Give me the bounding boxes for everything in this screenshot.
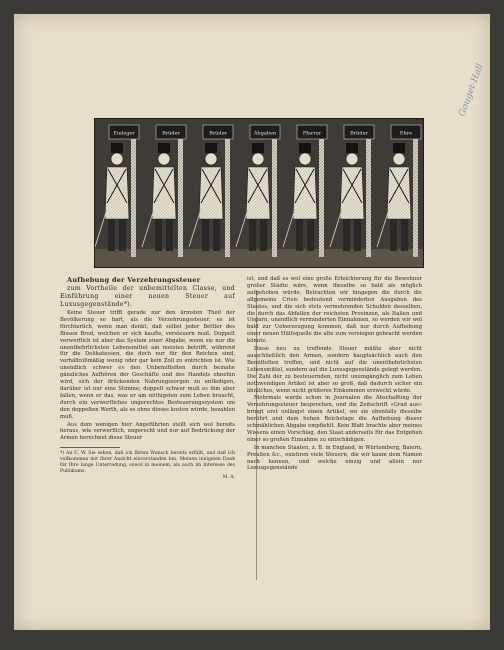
left-paragraph-2: Aus dem wenigen hier Angeführten stellt sich wol bereits heraus, wie verwerflich, ungerecht und nur auf Bedrückung der Armen berechnet diese Steuer	[60, 421, 235, 442]
footnote-rule	[60, 447, 120, 448]
woodcut-sign-text: Brüder	[162, 130, 180, 137]
woodcut-illustration	[94, 118, 424, 268]
right-paragraph-2: Diese neu zu treffende Steuer müßte aber nicht ausschließlich den Armen, sondern hauptsächlich auch den Bemittelten treffen, und nicht auf die unentbehrlichsten Lebensmittel, sondern auf die Luxusgegenstände gelegt werden. Die Zahl der zu besteuernden, nicht unumgänglich zum Leben nothwendigen Artikel ist aber so groß, daß dadurch sicher ein ähnliches, wenn nicht größeres Einkommen erzweckt würde.	[247, 346, 422, 394]
right-paragraph-1: ist, und daß es wol eine große Erleichterung für die Bewohner großer Städte wäre, wenn dieselbe so bald als möglich aufgehoben würde. Betrachten wir hingegen die durch die allgemeine Crisis bedeutend verminderten Ausgaben des Staates, und die sich stets vermehrenden Schulden desselben, die durch das Abfallen der reichsten Provinzen, als Italien und Ungarn, unendlich verminderten Einnahmen, so werden wir wol bald zur Ueberzeugung kommen, daß nur durch Aufhebung einer neuen Hülfsquelle die alte zum versiegen gebracht werden könnte.	[247, 276, 422, 345]
woodcut-sign-text: Brüder	[209, 130, 227, 137]
footnote-signature: M. A.	[222, 475, 235, 481]
left-paragraph-1: Keine Steuer trifft gerade nur den ärmsten Theil der Bevölkerung so hart, als die Verzehrungssteuer; es ist fürchterlich, wenn man denkt, daß selbst jeder Bettler des Bissen Brod, welchen er sich kaufte, versteuern muß. Doppelt verwerflich ist aber das System einer Abgabe, wenn sie nur die unentbehrlichsten Lebensmittel am meisten betrifft, während für die Delikatessen, die doch nur für den Reichen sind, verhältnißmäßig wenig oder gar kein Zoll zu entrichten ist. Wie unendlich schwer es den Unbemittelten durch beinahe gänzliches Aufhören der Geschäfte und des Handels ohnehin wird, sich der drückenden Nahrungssorgen zu entledigen, darüber ist nur eine Stimme; doppelt schwer muß es ihm aber fallen, wenn er das, was er am nöthigsten zum Leben braucht, durch ein verwerfliches ungerechtes Besteuerungssystem um den doppelten Werth, als es ohne dieses kosten würde, bezahlen muß.	[60, 310, 235, 420]
left-column	[60, 276, 235, 482]
woodcut-sign-text: Einleger	[113, 130, 135, 137]
article-title: Aufhebung der Verzehrungssteuer	[67, 276, 201, 284]
woodcut-sign-text: Pfarrer	[302, 130, 322, 137]
footnote	[60, 451, 235, 481]
right-column	[247, 276, 422, 473]
woodcut-sign-text: Abgaben	[253, 130, 277, 137]
right-paragraph-4: In manchen Staaten, z. B. in England, in Würtemberg, Baiern, Preußen &c., existiren viele Steuern, die wir kaum dem Namen nach kennen, und welche einzig und allein nur Luxusgegenstände	[247, 444, 422, 472]
woodcut-sign-text: Ehre	[399, 130, 413, 137]
footnote-text: *) An C. W. Sie sehen, daß ich Ihrem Wunsch bereits erfüllt, und daß ich vollkommen mit Ihrer Ansicht einverstanden bin. Meinen innigsten Dank für Ihre lange Unterredung, sowol in meinem, als auch im Interesse des Publikums.	[60, 451, 235, 475]
right-paragraph-3: Mehrmals wurde schon in Journalen die Abschaffung der Verzehrungssteuer besprochen, und die Zeitschrift »Grad aus« bringt erst unlängst einen Artikel, wo sie ebenfalls dieselbe berührt und dem hohen Reichstage die Aufhebung dieser schmählichen Abgabe empfiehlt. Kein Blatt brachte aber meines Wissens einen Vorschlag, den Staat anderseits für das Entgehen einer so großen Einnahme zu entschädigen.	[247, 395, 422, 443]
handwritten-note: Gouget-Hall	[457, 62, 486, 118]
woodcut-sign-text: Brüder	[350, 130, 368, 137]
article-subtitle: zum Vortheile der unbemittelten Classe, und Einführung einer neuen Steuer auf Luxusgegenstände*).	[60, 285, 235, 308]
